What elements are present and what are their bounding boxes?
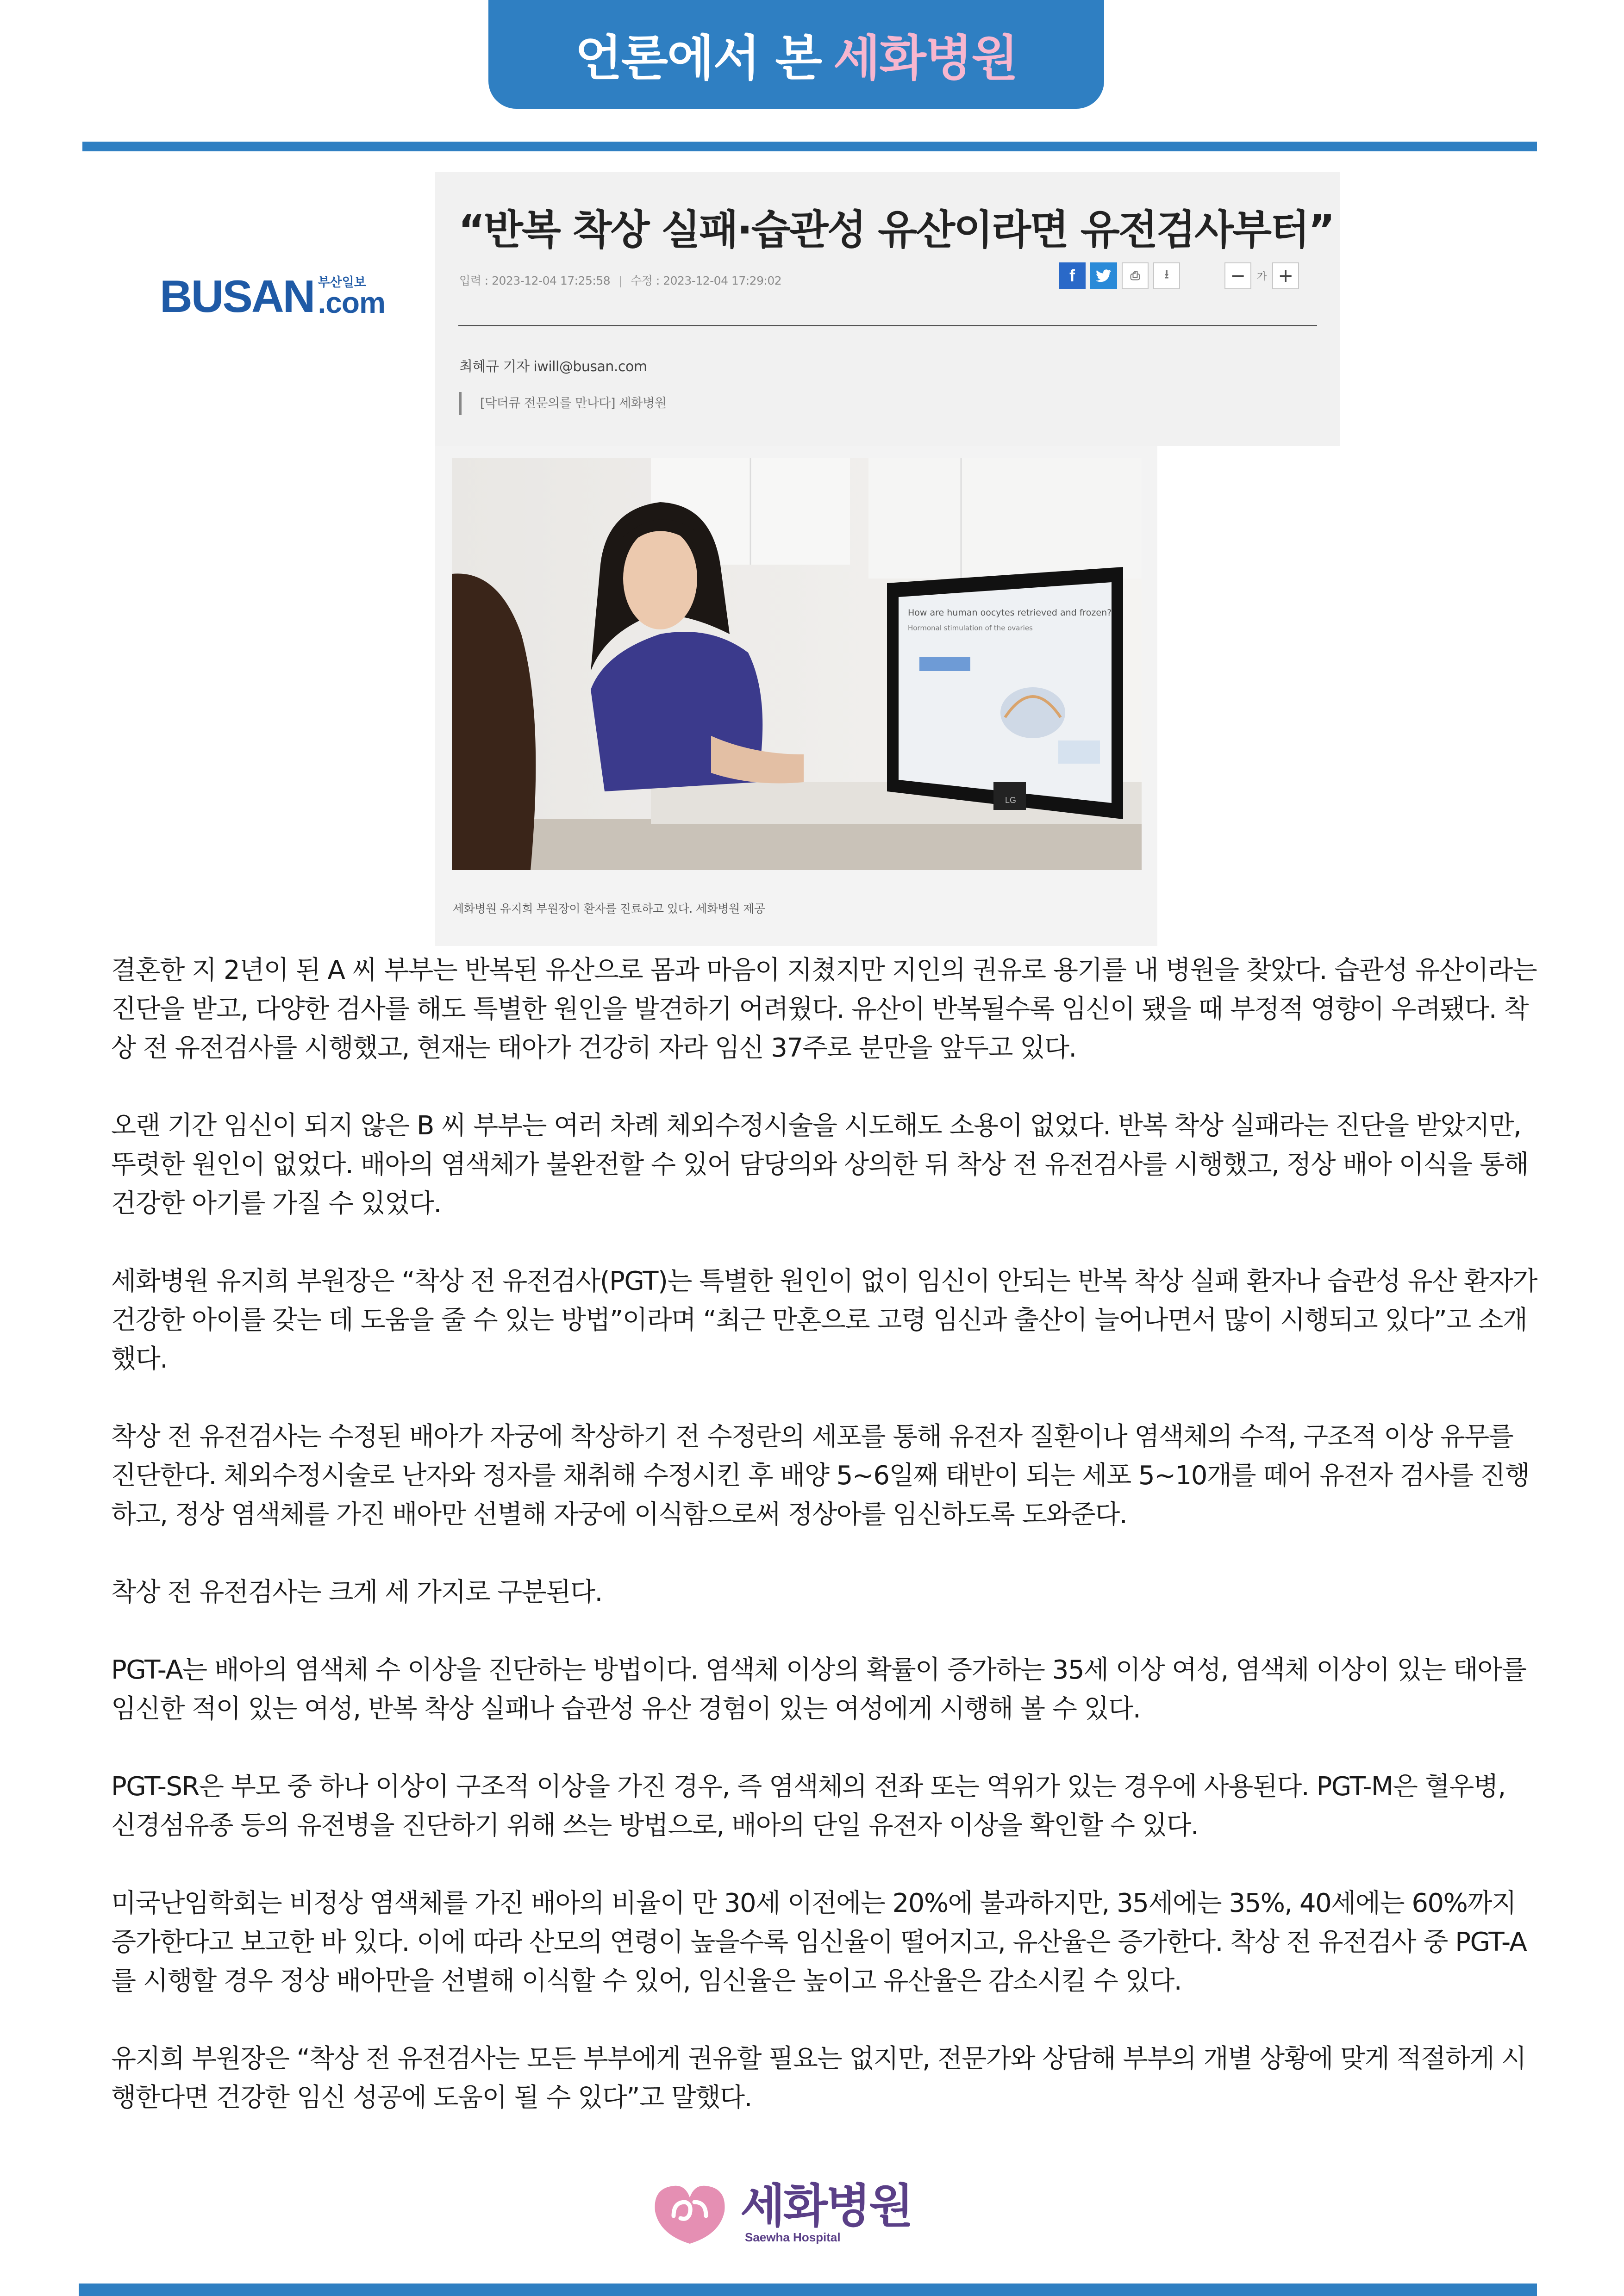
font-size-controls (1224, 262, 1299, 289)
monitor-subtitle: Hormonal stimulation of the ovaries (908, 624, 1033, 632)
edit-date: 수정 : 2023-12-04 17:29:02 (631, 274, 782, 287)
saewha-hospital-logo (646, 2179, 912, 2248)
top-divider (82, 142, 1537, 151)
bottom-divider (79, 2284, 1537, 2296)
header-title: 언론에서 본 (575, 30, 821, 87)
date-separator: | (618, 274, 623, 287)
article-byline: 최혜규 기자 iwill@busan.com (459, 359, 647, 375)
logo-english: Saewha Hospital (745, 2230, 841, 2244)
logo-daily: 부산일보 (318, 275, 366, 290)
logo-suffix: .com (318, 286, 385, 320)
logo-korean: 세화병원 (740, 2178, 912, 2233)
monitor-title: How are human oocytes retrieved and frozen? (908, 608, 1112, 618)
download-icon[interactable]: ⭳ (1153, 262, 1180, 289)
print-icon[interactable]: ⎙ (1122, 262, 1149, 289)
font-decrease-button[interactable]: − (1224, 262, 1251, 289)
paragraph: 결혼한 지 2년이 된 A 씨 부부는 반복된 유산으로 몸과 마음이 지쳤지만 지인의 권유로 용기를 내 병원을 찾았다. 습관성 유산이라는 진단을 받고, 다양한 검사를 해도 특별한 원인을 발견하기 어려웠다. 유산이 반복될수록 임신이 됐을 때 부정적 영향이 우려됐다. 착상 전 유전검사를 시행했고, 현재는 태아가 건강히 자라 임신 37주로 분만을 앞두고 있다. (111, 955, 1537, 1063)
article-photo-block (435, 446, 1157, 946)
font-size-label: 가 (1257, 271, 1267, 283)
paragraph: 유지희 부원장은 “착상 전 유전검사는 모든 부부에게 권유할 필요는 없지만, 전문가와 상담해 부부의 개별 상황에 맞게 적절하게 시행한다면 건강한 임신 성공에 도움이 될 수 있다”고 말했다. (111, 2044, 1526, 2113)
article-headline: “반복 착상 실패·습관성 유산이라면 유전검사부터” (458, 206, 1334, 254)
saewha-emblem-icon (646, 2179, 734, 2248)
article-body (111, 951, 1537, 2117)
photo-caption: 세화병원 유지희 부원장이 환자를 진료하고 있다. 세화병원 제공 (453, 902, 765, 915)
meta-divider (458, 325, 1317, 326)
monitor-brand: LG (1005, 796, 1017, 805)
paragraph: 미국난임학회는 비정상 염색체를 가진 배아의 비율이 만 30세 이전에는 20%에 불과하지만, 35세에는 35%, 40세에는 60%까지 증가한다고 보고한 바 있다. 이에 따라 산모의 연령이 높을수록 임신율이 떨어지고, 유산율은 증가한다. 착상 전 유전검사 중 PGT-A를 시행할 경우 정상 배아만을 선별해 이식할 수 있어, 임신율은 높이고 유산율은 감소시킬 수 있다. (111, 1888, 1527, 1996)
facebook-icon[interactable]: f (1059, 262, 1086, 289)
article-photo (452, 458, 1142, 870)
paragraph: 착상 전 유전검사는 수정된 배아가 자궁에 착상하기 전 수정란의 세포를 통해 유전자 질환이나 염색체의 수적, 구조적 이상 유무를 진단한다. 체외수정시술로 난자와 정자를 채취해 수정시킨 후 배양 5~6일째 태반이 되는 세포 5~10개를 떼어 유전자 검사를 진행하고, 정상 염색체를 가진 배아만 선별해 자궁에 이식함으로써 정상아를 임신하도록 도와준다. (111, 1422, 1530, 1530)
article-dates (459, 272, 781, 288)
paragraph: 세화병원 유지희 부원장은 “착상 전 유전검사(PGT)는 특별한 원인이 없이 임신이 안되는 반복 착상 실패 환자나 습관성 유산 환자가 건강한 아이를 갖는 데 도움을 줄 수 있는 방법”이라며 “최근 만혼으로 고령 임신과 출산이 늘어나면서 많이 시행되고 있다”고 소개했다. (111, 1266, 1537, 1374)
series-tag: [닥터큐 전문의를 만나다] 세화병원 (459, 392, 666, 415)
paragraph: 오랜 기간 임신이 되지 않은 B 씨 부부는 여러 차례 체외수정시술을 시도해도 소용이 없었다. 반복 착상 실패라는 진단을 받았지만, 뚜렷한 원인이 없었다. 배아의 염색체가 불완전할 수 있어 담당의와 상의한 뒤 착상 전 유전검사를 시행했고, 정상 배아 이식을 통해 건강한 아기를 가질 수 있었다. (111, 1111, 1529, 1219)
paragraph: PGT-SR은 부모 중 하나 이상이 구조적 이상을 가진 경우, 즉 염색체의 전좌 또는 역위가 있는 경우에 사용된다. PGT-M은 혈우병, 신경섬유종 등의 유전병을 진단하기 위해 쓰는 방법으로, 배아의 단일 유전자 이상을 확인할 수 있다. (111, 1772, 1505, 1841)
page-header-tab (488, 0, 1104, 109)
busan-com-logo (160, 270, 385, 322)
input-date: 입력 : 2023-12-04 17:25:58 (459, 274, 611, 287)
article-clipping-header (435, 172, 1340, 446)
header-title-accent: 세화병원 (833, 30, 1018, 87)
font-increase-button[interactable]: + (1272, 262, 1299, 289)
paragraph: 착상 전 유전검사는 크게 세 가지로 구분된다. (111, 1577, 602, 1607)
share-toolbar (1059, 262, 1180, 289)
paragraph: PGT-A는 배아의 염색체 수 이상을 진단하는 방법이다. 염색체 이상의 확률이 증가하는 35세 이상 여성, 염색체 이상이 있는 태아를 임신한 적이 있는 여성, 반복 착상 실패나 습관성 유산 경험이 있는 여성에게 시행해 볼 수 있다. (111, 1655, 1526, 1724)
twitter-icon[interactable] (1090, 262, 1117, 289)
logo-word: BUSAN (160, 270, 314, 322)
